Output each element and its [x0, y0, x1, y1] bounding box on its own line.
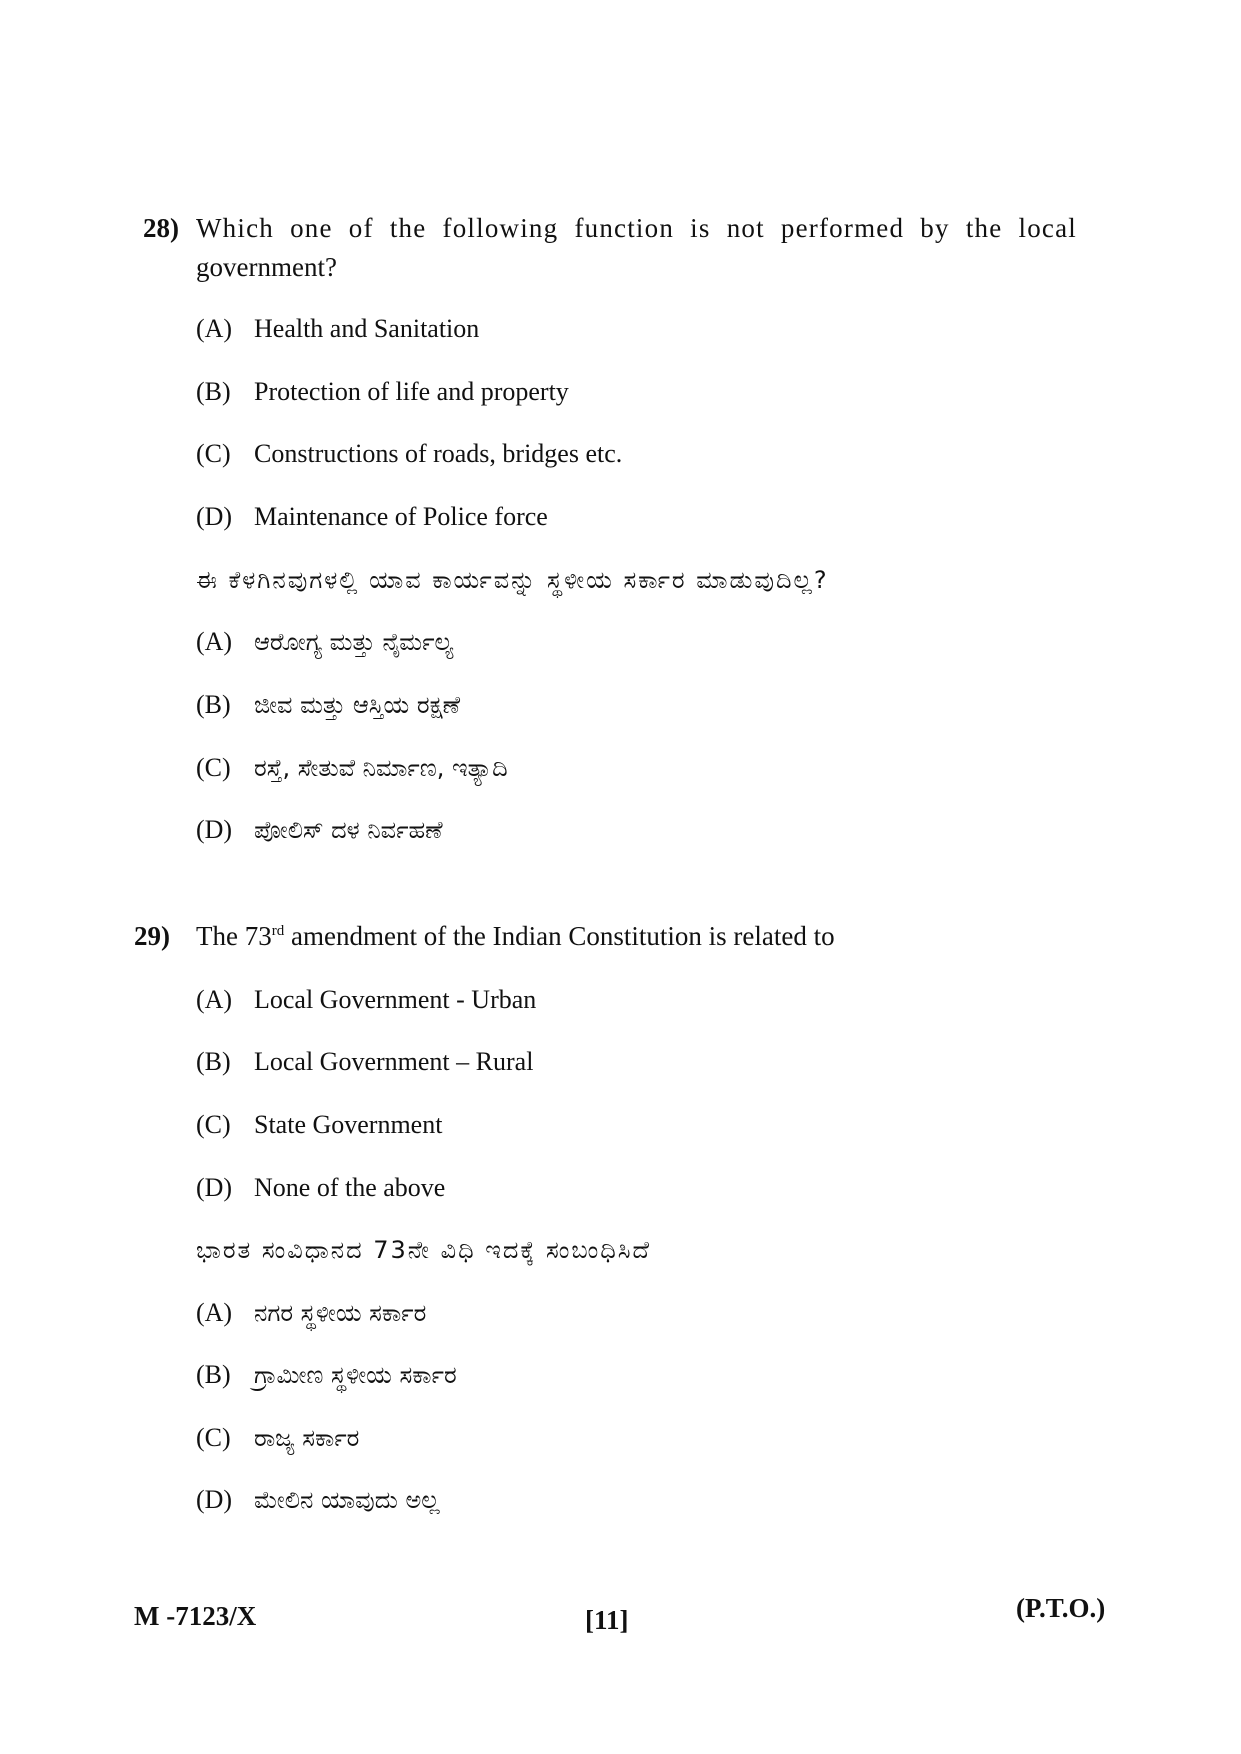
option-text: Maintenance of Police force [254, 502, 548, 531]
paper-code: M -7123/X [134, 1601, 257, 1631]
option-c-kannada [196, 750, 508, 786]
question-text [196, 917, 835, 955]
question-text-kannada: ಭಾರತ ಸಂವಿಧಾನದ 73ನೇ ವಿಧಿ ಇದಕ್ಕೆ ಸಂಬಂಧಿಸಿದೆ [196, 1236, 651, 1264]
option-letter: (D) [196, 1173, 233, 1202]
option-letter: (D) [196, 502, 233, 531]
question-number: 28) [143, 213, 179, 243]
option-text: ರಸ್ತೆ, ಸೇತುವೆ ನಿರ್ಮಾಣ, ಇತ್ಯಾದಿ [254, 754, 508, 782]
option-text: Local Government – Rural [254, 1047, 534, 1076]
question-text-line: Which one of the following function is not performed by the local [196, 213, 1077, 243]
option-letter: (C) [196, 753, 231, 782]
option-text: Constructions of roads, bridges etc. [254, 439, 623, 468]
option-text: ಆರೋಗ್ಯ ಮತ್ತು ನೈರ್ಮಲ್ಯ [254, 628, 454, 656]
option-d [196, 499, 548, 535]
option-b-kannada [196, 687, 460, 723]
page-number: [11] [585, 1605, 629, 1635]
option-d-kannada [196, 1482, 440, 1518]
option-b-kannada [196, 1357, 457, 1393]
option-text: State Government [254, 1110, 443, 1139]
option-b [196, 1044, 533, 1080]
option-a [196, 982, 536, 1018]
option-letter: (A) [196, 1298, 233, 1327]
option-letter: (B) [196, 1360, 231, 1389]
option-c-kannada [196, 1420, 359, 1456]
option-letter: (A) [196, 627, 233, 656]
option-text: ಪೋಲಿಸ್ ದಳ ನಿರ್ವಹಣೆ [254, 816, 443, 844]
option-a-kannada [196, 1295, 426, 1331]
question-text-part: amendment of the Indian Constitution is related to [284, 921, 835, 951]
option-letter: (C) [196, 1110, 231, 1139]
option-letter: (B) [196, 377, 231, 406]
option-text: Health and Sanitation [254, 314, 480, 343]
option-text: None of the above [254, 1173, 446, 1202]
option-text: Protection of life and property [254, 377, 569, 406]
question-text-part: The 73 [196, 921, 272, 951]
option-letter: (B) [196, 690, 231, 719]
question-text-kannada: ಈ ಕೆಳಗಿನವುಗಳಲ್ಲಿ ಯಾವ ಕಾರ್ಯವನ್ನು ಸ್ಥಳೀಯ ಸರ್ಕಾರ ಮಾಡುವುದಿಲ್ಲ? [196, 566, 829, 594]
option-d-kannada [196, 812, 443, 848]
option-text: ನಗರ ಸ್ಥಳೀಯ ಸರ್ಕಾರ [254, 1299, 427, 1327]
option-letter: (C) [196, 1423, 231, 1452]
option-text: ಗ್ರಾಮೀಣ ಸ್ಥಳೀಯ ಸರ್ಕಾರ [254, 1361, 457, 1389]
option-text: Local Government - Urban [254, 985, 537, 1014]
option-letter: (D) [196, 815, 233, 844]
please-turn-over: (P.T.O.) [1016, 1593, 1106, 1623]
option-letter: (A) [196, 314, 233, 343]
option-text: ಮೇಲಿನ ಯಾವುದು ಅಲ್ಲ [254, 1486, 440, 1514]
option-a-kannada [196, 624, 453, 660]
option-letter: (B) [196, 1047, 231, 1076]
question-number: 29) [134, 921, 170, 951]
option-b [196, 374, 569, 410]
option-c [196, 1107, 442, 1143]
option-a [196, 311, 479, 347]
option-text: ರಾಜ್ಯ ಸರ್ಕಾರ [254, 1424, 360, 1452]
option-letter: (A) [196, 985, 233, 1014]
question-text-line: government? [196, 252, 337, 282]
ordinal-suffix: rd [271, 923, 285, 939]
option-letter: (C) [196, 439, 231, 468]
option-letter: (D) [196, 1485, 233, 1514]
option-c [196, 436, 622, 472]
option-d [196, 1170, 445, 1206]
option-text: ಜೀವ ಮತ್ತು ಆಸ್ತಿಯ ರಕ್ಷಣೆ [254, 691, 461, 719]
